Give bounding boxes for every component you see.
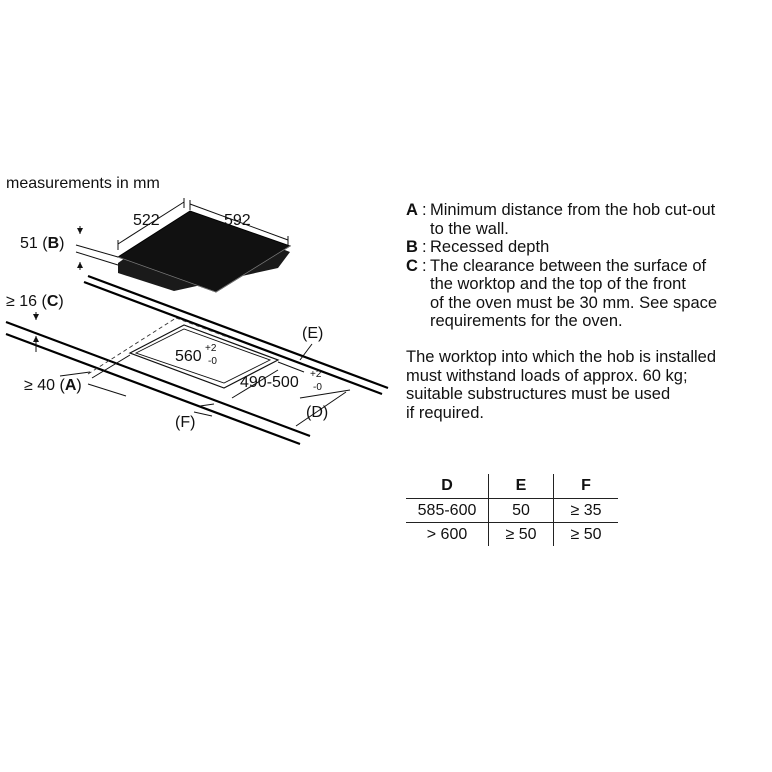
wall-distance-label: ≥ 40 (A) (24, 377, 82, 394)
table-cell: > 600 (426, 525, 468, 543)
clearance-value: ≥ 16 (6, 293, 38, 310)
legend-text: of the oven must be 30 mm. See space (430, 293, 718, 312)
cutout-width-label: 560 (175, 348, 202, 365)
legend-text: The clearance between the surface of (430, 256, 707, 275)
table-header-D: D (406, 474, 489, 499)
cutout-depth-tol-plus: +2 (310, 369, 322, 380)
units-note: measurements in mm (6, 175, 160, 192)
legend-text: Minimum distance from the hob cut-out (430, 201, 716, 219)
table-row (406, 523, 618, 547)
note-line: if required. (406, 403, 484, 422)
legend-item-A: A : Minimum distance from the hob cut-out to the wall. (406, 201, 716, 238)
label-E: (E) (302, 325, 324, 342)
cutout-width-tol-plus: +2 (205, 343, 217, 354)
wall-distance-value: ≥ 40 (24, 377, 56, 394)
legend-key-B: B (406, 238, 418, 256)
legend-item-B: B : Recessed depth (406, 238, 550, 256)
legend-text: requirements for the oven. (430, 312, 623, 330)
note-line: must withstand loads of approx. 60 kg; (406, 366, 688, 385)
table-header-E: E (489, 474, 554, 499)
legend-text: Recessed depth (430, 238, 550, 256)
dimension-table (406, 474, 618, 546)
wall-distance-key: A (64, 377, 77, 394)
table-cell: ≥ 35 (554, 499, 619, 523)
recess-label: 51 (B) (20, 235, 65, 252)
legend-item-C: C : The clearance between the surface of the worktop and the top of the front of the oven must be 30 mm. See space requirements for the oven. (406, 256, 718, 330)
clearance-key: C (46, 293, 59, 310)
cutout-depth-label: 490-500 (240, 374, 299, 391)
table-row (406, 499, 618, 523)
table-header-row (406, 474, 618, 499)
hob-width-label: 592 (224, 212, 251, 229)
recess-value: 51 (20, 235, 38, 252)
clearance-label: ≥ 16 (C) (6, 293, 64, 310)
label-D: (D) (306, 404, 329, 421)
cutout-width-tol-minus: -0 (208, 356, 217, 367)
hob-depth-label: 522 (133, 212, 160, 229)
note-line: suitable substructures must be used (406, 385, 671, 403)
legend (406, 201, 766, 331)
legend-key-A: A (406, 201, 418, 219)
recess-key: B (47, 235, 60, 252)
table-header-F: F (554, 474, 619, 499)
table-cell: ≥ 50 (489, 523, 554, 547)
legend-text: the worktop and the top of the front (430, 275, 686, 293)
legend-key-C: C (406, 256, 418, 275)
label-F: (F) (175, 414, 196, 431)
note-line: The worktop into which the hob is installed (406, 348, 717, 366)
load-note (406, 348, 766, 422)
table-cell: 50 (489, 499, 554, 523)
cutout-depth-tol-minus: -0 (313, 382, 322, 393)
table-cell: ≥ 50 (570, 525, 602, 543)
legend-text: to the wall. (430, 219, 509, 238)
table-cell: 585-600 (406, 499, 489, 523)
